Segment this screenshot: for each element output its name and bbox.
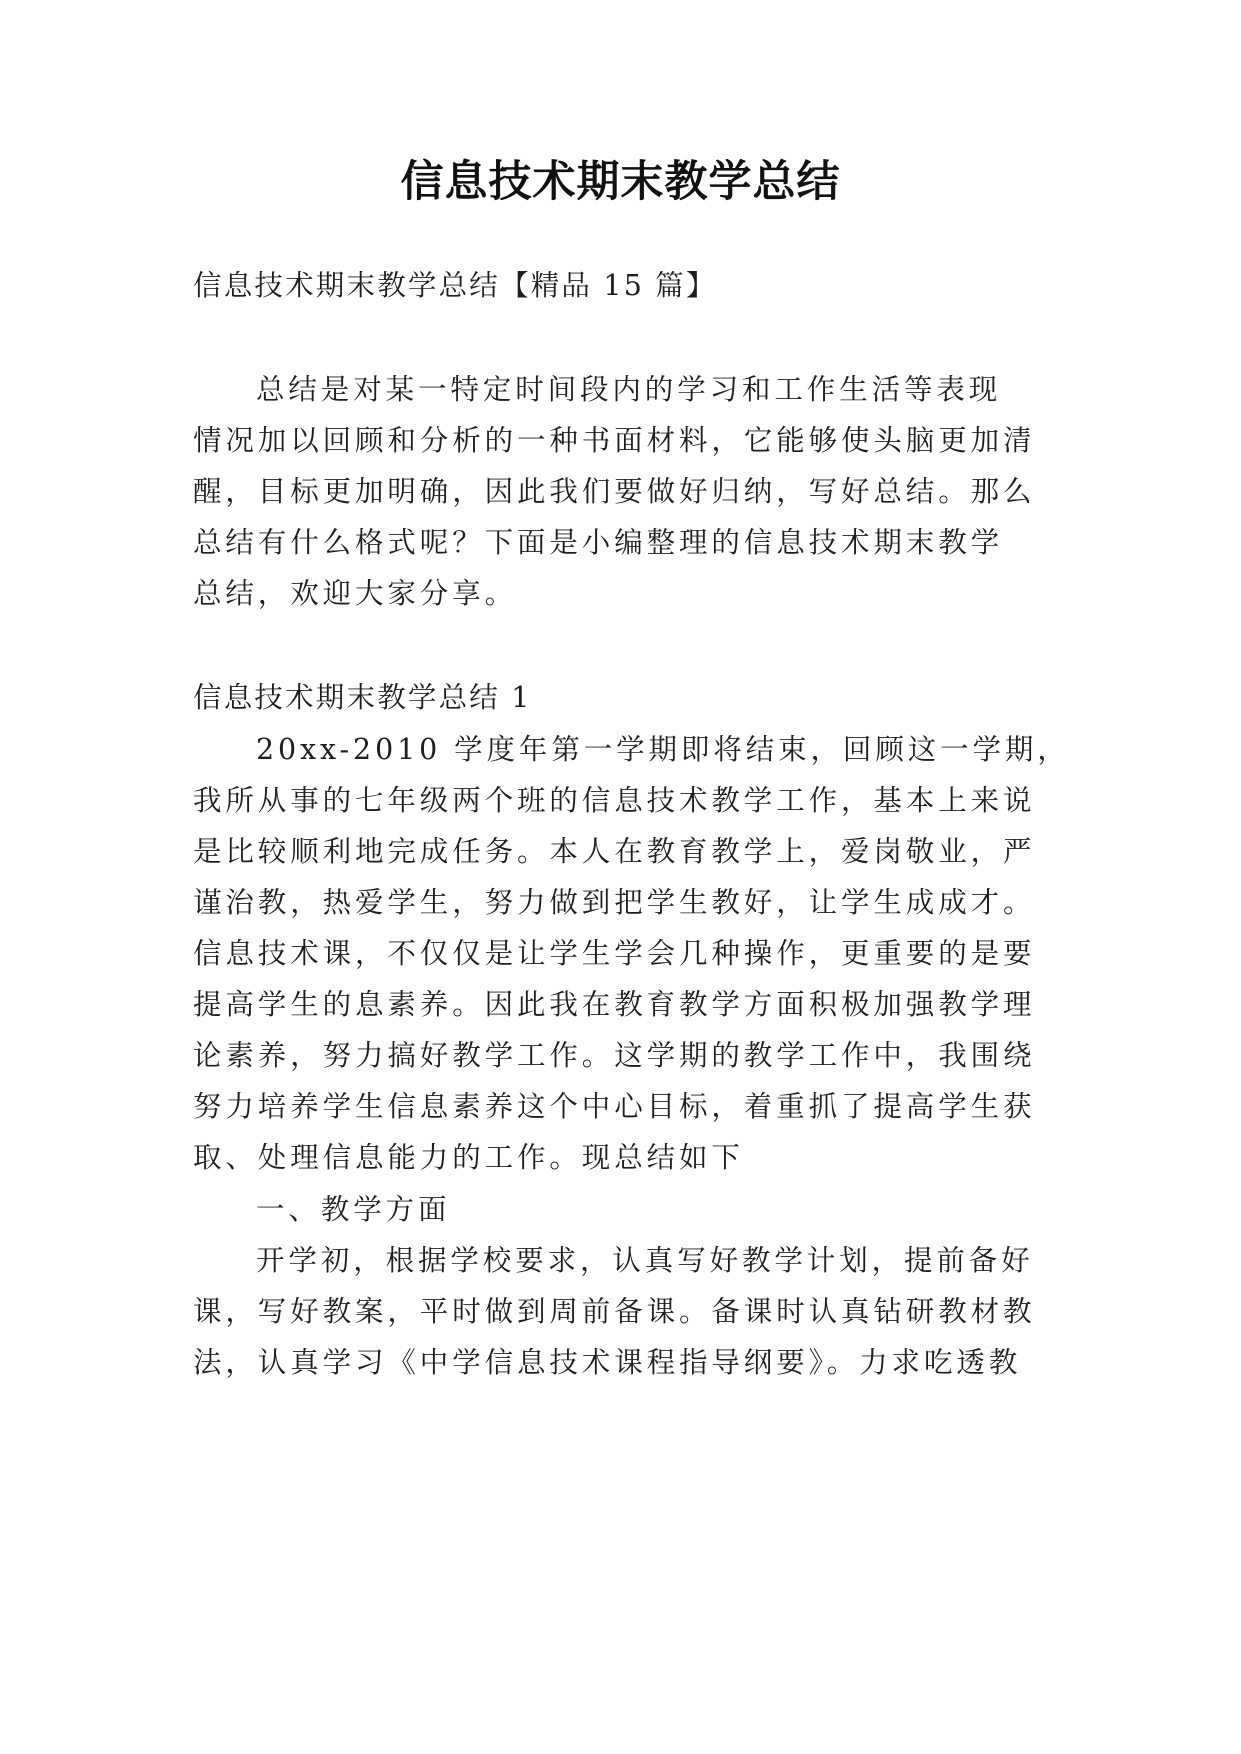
intro-line: 情况加以回顾和分析的一种书面材料，它能够使头脑更加清	[193, 424, 1036, 457]
body-line: 努力培养学生信息素养这个中心目标，着重抓了提高学生获	[193, 1090, 1036, 1123]
intro-line: 总结，欢迎大家分享。	[193, 577, 518, 610]
body-line: 论素养，努力搞好教学工作。这学期的教学工作中，我围绕	[193, 1039, 1036, 1072]
section-heading: 信息技术期末教学总结 1	[193, 681, 532, 714]
intro-line: 醒，目标更加明确，因此我们要做好归纳，写好总结。那么	[193, 475, 1036, 508]
body-line: 20xx-2010 学度年第一学期即将结束，回顾这一学期，	[256, 733, 1070, 766]
subsection-heading: 一、教学方面	[256, 1193, 451, 1226]
body-line: 谨治教，热爱学生，努力做到把学生教好，让学生成成才。	[193, 886, 1036, 919]
body-line: 我所从事的七年级两个班的信息技术教学工作，基本上来说	[193, 784, 1036, 817]
body-line: 提高学生的息素养。因此我在教育教学方面积极加强教学理	[193, 988, 1036, 1021]
intro-line: 总结有什么格式呢？下面是小编整理的信息技术期末教学	[193, 526, 1004, 559]
body-line: 开学初，根据学校要求，认真写好教学计划，提前备好	[256, 1244, 1034, 1277]
body-line: 取、处理信息能力的工作。现总结如下	[193, 1141, 744, 1174]
intro-line: 总结是对某一特定时间段内的学习和工作生活等表现	[256, 373, 1002, 406]
body-line: 课，写好教案，平时做到周前备课。备课时认真钻研教材教	[193, 1295, 1036, 1328]
document-title: 信息技术期末教学总结	[400, 157, 841, 207]
document-subtitle: 信息技术期末教学总结【精品 15 篇】	[193, 269, 717, 302]
body-line: 信息技术课，不仅仅是让学生学会几种操作，更重要的是要	[193, 937, 1036, 970]
body-line: 是比较顺利地完成任务。本人在教育教学上，爱岗敬业，严	[193, 835, 1036, 868]
body-line: 法，认真学习《中学信息技术课程指导纲要》。力求吃透教	[193, 1346, 1022, 1379]
